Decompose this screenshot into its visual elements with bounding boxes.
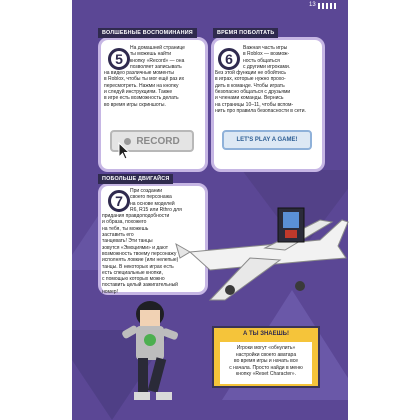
text-line: ты можешь найти [130, 51, 171, 58]
text-line: придания правдоподобности [102, 213, 170, 220]
text-line: При создании [130, 188, 163, 194]
text-line: нить про правила безопасности в сети. [215, 107, 306, 114]
text-line: позволяет записывать [130, 63, 182, 70]
magic-memories-text [104, 45, 204, 108]
text-line: в Roblox — возмож- [243, 51, 290, 58]
did-you-know-body [220, 342, 312, 384]
text-line: Важная часть игры [243, 45, 288, 51]
text-line: и членами команды. Вернись [215, 95, 284, 102]
step-6-badge: 6 [218, 48, 240, 70]
did-you-know-text [222, 345, 310, 378]
text-line: кнопку «Record» — она [130, 57, 185, 64]
text-line: пересмотреть. Нажми на кнопку [104, 82, 179, 89]
text-line: исполнять ловкие (или нелепые) [102, 257, 179, 264]
text-line: номер! [102, 288, 118, 295]
page-number-bars [318, 3, 340, 9]
text-line: и образа, похожего [102, 219, 147, 226]
dance-header: ПОБОЛЬШЕ ДВИГАЙСЯ [98, 174, 173, 184]
text-line: безопасно общаться с друзьями [215, 89, 291, 96]
text-line: и следуй инструкциям. Также [104, 89, 173, 96]
text-line: поставить целый зажигательный [102, 282, 178, 289]
text-line: зовутся «Эмоциями» и дают [102, 244, 169, 251]
text-line: танцевать! Эти танцы [102, 238, 153, 245]
magic-memories-header: ВОЛШЕБНЫЕ ВОСПОМИНАНИЯ [98, 28, 197, 38]
text-line: Игроки могут «обнулить» [236, 345, 296, 351]
text-line: на видео различные моменты [104, 70, 174, 77]
text-line: На домашней странице [130, 45, 185, 51]
text-line: с другими игроками. [243, 63, 291, 70]
text-line: с помощью которых можно [102, 276, 165, 283]
text-line: дить в команде. Чтобы играть [215, 82, 285, 89]
chat-text [215, 45, 321, 114]
text-line: своего персонажа [130, 194, 172, 201]
text-line: возможность твоему персонажу [102, 250, 177, 257]
text-line: во время игры и начать все [234, 358, 298, 364]
did-you-know-title: А ТЫ ЗНАЕШЬ! [243, 331, 289, 337]
lets-play-button[interactable]: LET'S PLAY A GAME! [222, 130, 312, 150]
text-line: ность общаться [243, 57, 280, 64]
step-7-badge: 7 [108, 190, 130, 212]
text-line: на основе моделей [130, 200, 175, 207]
text-line: с начала. Просто найди в меню [229, 364, 303, 371]
mouse-cursor-icon [118, 142, 132, 160]
text-line: заставить его [102, 232, 134, 239]
text-line: в Roblox, чтобы ты мог ещё раз их [104, 76, 185, 83]
text-line: настройки своего аватара [235, 351, 297, 358]
dancing-character-illustration [118, 300, 182, 410]
step-5-badge: 5 [108, 48, 130, 70]
text-line: на страницы 10–11, чтобы вспом- [215, 101, 294, 108]
text-line: танцы. В некоторых играх есть [102, 263, 174, 270]
airplane-illustration [170, 200, 350, 310]
text-line: кнопку «Reset Character». [236, 371, 296, 377]
text-line: в играх, которые нужно прохо- [215, 76, 286, 83]
text-line: R6, R15 или Rthro для [130, 206, 182, 213]
did-you-know-box [212, 326, 320, 388]
text-line: есть специальные кнопки, [102, 269, 163, 276]
text-line: на тебя, ты можешь [102, 225, 149, 232]
record-button-label: RECORD [136, 135, 180, 147]
chat-header: ВРЕМЯ ПОБОЛТАТЬ [213, 28, 278, 38]
page-number: 13 [309, 2, 316, 8]
text-line: во время игры скриншоты. [104, 101, 166, 108]
text-line: Без этой функции не обойтись [215, 70, 286, 77]
text-line: в игре есть возможность делать [104, 95, 179, 102]
